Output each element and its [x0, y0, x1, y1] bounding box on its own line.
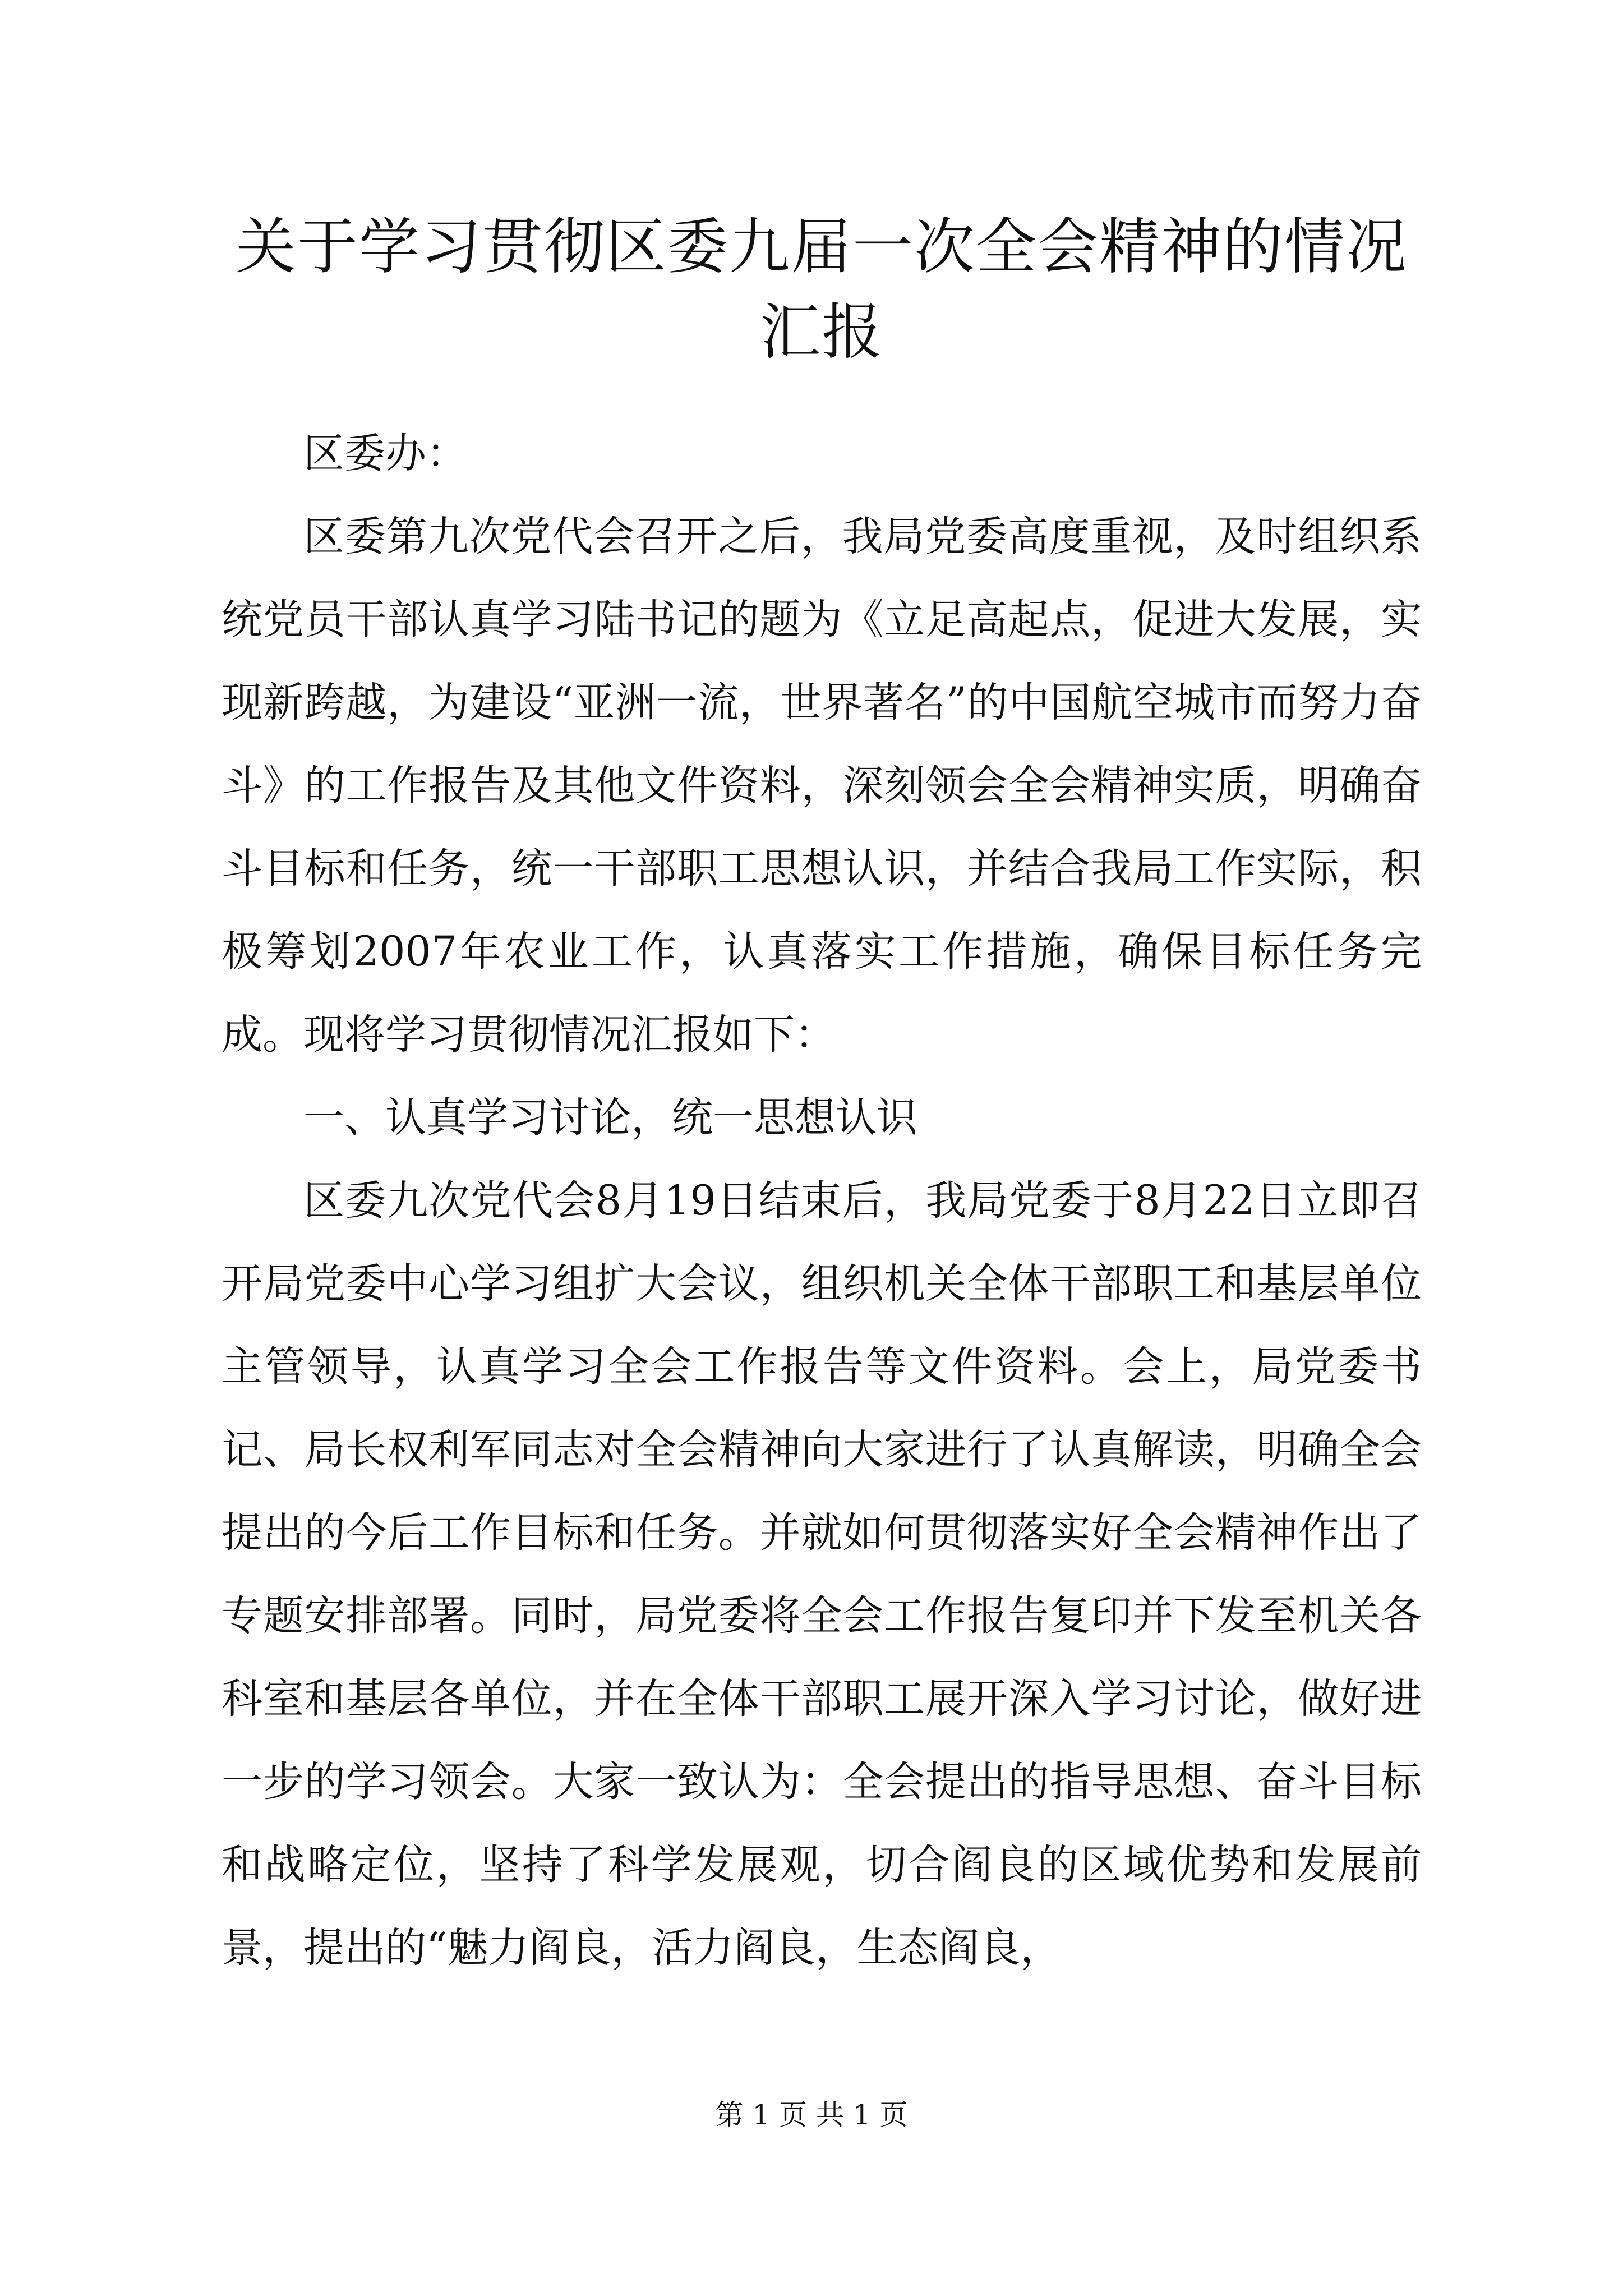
page-footer: 第 1 页 共 1 页 — [715, 2099, 908, 2131]
addressee: 区委办： — [303, 430, 467, 477]
paragraph-section-1: 区委九次党代会8月19日结束后，我局党委于8月22日立即召开局党委中心学习组扩大会议，组织机关全体干部职工和基层单位主管领导，认真学习全会工作报告等文件资料。会上，局党委书记、局长权利军同志对全会精神向大家进行了认真解读，明确全会提出的今后工作目标和任务。并就如何贯彻落实好全会精神作出了专题安排部署。同时，局党委将全会工作报告复印并下发至机关各科室和基层各单位，并在全体干部职工展开深入学习讨论，做好进一步的学习领会。大家一致认为：全会提出的指导思想、奋斗目标和战略定位，坚持了科学发展观，切合阎良的区域优势和发展前景，提出的“魅力阎良，活力阎良，生态阎良， — [222, 1177, 1422, 1972]
document-body — [222, 412, 1422, 1990]
section-heading-1: 一、认真学习讨论，统一思想认识 — [303, 1094, 917, 1142]
document-title: 关于学习贯彻区委九届一次全会精神的情况汇报 — [235, 212, 1408, 367]
paragraph-intro: 区委第九次党代会召开之后，我局党委高度重视，及时组织系统党员干部认真学习陆书记的题为《立足高起点，促进大发展，实现新跨越，为建设“亚洲一流，世界著名”的中国航空城市而努力奋斗》的工作报告及其他文件资料，深刻领会全会精神实质，明确奋斗目标和任务，统一干部职工思想认识，并结合我局工作实际，积极筹划2007年农业工作，认真落实工作措施，确保目标任务完成。现将学习贯彻情况汇报如下： — [222, 513, 1422, 1059]
